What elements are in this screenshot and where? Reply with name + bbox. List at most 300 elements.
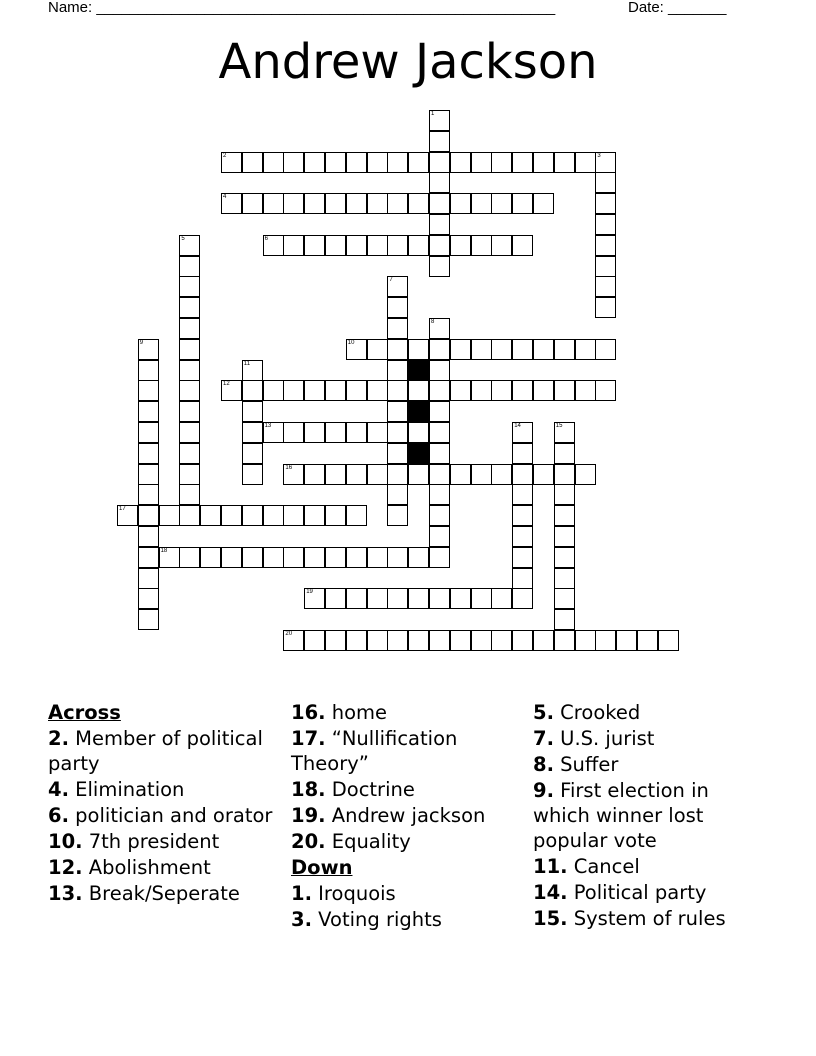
grid-cell[interactable] [263,505,284,526]
grid-cell[interactable] [179,505,200,526]
grid-cell[interactable] [533,630,554,651]
grid-cell[interactable] [367,193,388,214]
grid-cell[interactable] [429,443,450,464]
grid-cell[interactable] [283,235,304,256]
grid-cell[interactable] [346,588,367,609]
clue-number: 8. [533,753,554,776]
grid-cell[interactable] [512,443,533,464]
grid-cell[interactable] [138,547,159,568]
grid-cell[interactable] [159,547,180,568]
clue-number: 7. [533,727,554,750]
grid-cell[interactable] [200,505,221,526]
grid-cell[interactable] [283,152,304,173]
grid-cell[interactable] [179,484,200,505]
grid-cell[interactable] [512,588,533,609]
grid-cell[interactable] [429,360,450,381]
grid-cell[interactable] [429,214,450,235]
date-field-label[interactable]: Date: _______ [628,0,727,16]
grid-cell[interactable] [387,193,408,214]
grid-cell[interactable] [325,464,346,485]
grid-cell[interactable] [429,172,450,193]
clue-number-label: 3 [597,152,601,159]
grid-cell[interactable] [367,339,388,360]
clue-number: 6. [48,804,69,827]
grid-cell[interactable] [408,152,429,173]
grid-cell[interactable] [429,380,450,401]
grid-cell[interactable] [367,630,388,651]
grid-cell[interactable] [533,380,554,401]
grid-cell[interactable] [304,193,325,214]
grid-cell[interactable] [512,505,533,526]
grid-cell[interactable] [325,193,346,214]
grid-cell[interactable] [387,235,408,256]
grid-cell[interactable] [595,339,616,360]
clue-text: U.S. jurist [553,727,655,750]
clue-item [533,752,753,777]
grid-cell[interactable] [242,422,263,443]
clue-number: 9. [533,779,554,802]
grid-cell[interactable] [138,505,159,526]
grid-cell[interactable] [179,401,200,422]
grid-cell[interactable] [242,547,263,568]
grid-cell[interactable] [387,297,408,318]
clue-number-label: 1 [431,111,435,117]
grid-cell[interactable] [533,152,554,173]
grid-cell[interactable] [387,401,408,422]
grid-cell[interactable] [346,380,367,401]
clue-number-label: 2 [223,152,227,159]
grid-cell[interactable] [554,443,575,464]
grid-cell[interactable] [346,505,367,526]
grid-cell[interactable] [346,630,367,651]
grid-cell[interactable] [221,547,242,568]
grid-cell[interactable] [575,630,596,651]
grid-cell[interactable] [263,380,284,401]
grid-cell[interactable] [512,630,533,651]
grid-cell[interactable] [179,318,200,339]
clue-number: 11. [533,855,568,878]
clue-text: Member of political party [48,727,263,775]
grid-cell[interactable] [138,360,159,381]
grid-cell[interactable] [450,588,471,609]
grid-cell[interactable] [304,380,325,401]
grid-cell[interactable] [179,276,200,297]
grid-cell[interactable] [554,630,575,651]
grid-cell[interactable] [450,380,471,401]
clue-item [533,906,753,931]
clue-item [291,829,526,854]
grid-cell[interactable] [283,193,304,214]
grid-cell[interactable] [408,464,429,485]
grid-cell[interactable] [512,380,533,401]
grid-cell[interactable] [554,380,575,401]
clue-text: First election in which winner lost popular vote [533,779,709,852]
clue-number-label: 7 [389,277,393,284]
grid-cell[interactable] [304,505,325,526]
grid-cell[interactable] [491,630,512,651]
grid-cell[interactable] [471,464,492,485]
clue-text: Equality [325,830,411,853]
grid-cell[interactable] [512,568,533,589]
grid-cell[interactable] [387,630,408,651]
grid-cell[interactable] [450,193,471,214]
grid-cell[interactable] [367,547,388,568]
grid-cell[interactable] [387,484,408,505]
grid-cell[interactable] [512,526,533,547]
grid-cell[interactable] [242,360,263,381]
clue-text: System of rules [567,907,726,930]
black-cell [408,401,429,422]
grid-cell[interactable] [283,630,304,651]
grid-cell[interactable] [325,505,346,526]
grid-cell[interactable] [554,152,575,173]
grid-cell[interactable] [471,339,492,360]
grid-cell[interactable] [595,380,616,401]
grid-cell[interactable] [512,547,533,568]
clue-number-label: 18 [160,547,168,554]
clue-text: home [325,701,388,724]
clue-number-label: 10 [347,339,355,346]
clue-text: Cancel [567,855,640,878]
clue-number: 16. [291,701,326,724]
grid-cell[interactable] [471,380,492,401]
grid-cell[interactable] [304,235,325,256]
clue-text: Abolishment [82,856,211,879]
grid-cell[interactable] [595,235,616,256]
grid-cell[interactable] [595,214,616,235]
clue-number: 4. [48,778,69,801]
grid-cell[interactable] [263,422,284,443]
grid-cell[interactable] [575,152,596,173]
clue-number: 5. [533,701,554,724]
grid-cell[interactable] [554,547,575,568]
grid-cell[interactable] [138,401,159,422]
grid-cell[interactable] [429,152,450,173]
grid-cell[interactable] [179,235,200,256]
clue-text: politician and orator [68,804,273,827]
grid-cell[interactable] [367,464,388,485]
clue-text: 7th president [82,830,220,853]
grid-cell[interactable] [512,464,533,485]
grid-cell[interactable] [616,630,637,651]
grid-cell[interactable] [304,547,325,568]
grid-cell[interactable] [429,526,450,547]
clue-number-label: 16 [285,464,293,471]
grid-cell[interactable] [283,380,304,401]
grid-cell[interactable] [179,360,200,381]
grid-cell[interactable] [117,505,138,526]
grid-cell[interactable] [346,152,367,173]
clue-number-label: 19 [306,589,313,596]
grid-cell[interactable] [512,339,533,360]
grid-cell[interactable] [429,339,450,360]
grid-cell[interactable] [346,547,367,568]
grid-cell[interactable] [429,464,450,485]
grid-cell[interactable] [179,380,200,401]
clue-number-label: 4 [223,194,227,201]
grid-cell[interactable] [575,464,596,485]
grid-cell[interactable] [429,505,450,526]
grid-cell[interactable] [159,505,180,526]
grid-cell[interactable] [325,152,346,173]
grid-cell[interactable] [491,152,512,173]
grid-cell[interactable] [408,422,429,443]
grid-cell[interactable] [450,152,471,173]
clue-item [291,700,526,725]
grid-cell[interactable] [450,339,471,360]
grid-cell[interactable] [200,547,221,568]
grid-cell[interactable] [429,547,450,568]
grid-cell[interactable] [387,360,408,381]
clue-number-label: 9 [139,339,144,346]
grid-cell[interactable] [367,152,388,173]
grid-cell[interactable] [429,484,450,505]
grid-cell[interactable] [387,318,408,339]
grid-cell[interactable] [491,193,512,214]
grid-cell[interactable] [471,193,492,214]
grid-cell[interactable] [450,630,471,651]
clue-number-label: 8 [431,319,435,325]
grid-cell[interactable] [242,152,263,173]
grid-cell[interactable] [387,443,408,464]
grid-cell[interactable] [304,422,325,443]
grid-cell[interactable] [512,422,533,443]
grid-cell[interactable] [325,630,346,651]
grid-cell[interactable] [408,193,429,214]
grid-cell[interactable] [325,380,346,401]
grid-cell[interactable] [179,443,200,464]
grid-cell[interactable] [221,152,242,173]
grid-cell[interactable] [575,380,596,401]
grid-cell[interactable] [429,318,450,339]
grid-cell[interactable] [595,256,616,277]
clue-text: Voting rights [311,908,442,931]
clue-number: 10. [48,830,83,853]
grid-cell[interactable] [471,588,492,609]
grid-cell[interactable] [533,339,554,360]
clue-number: 2. [48,727,69,750]
grid-cell[interactable] [346,422,367,443]
grid-cell[interactable] [387,464,408,485]
page-title: Andrew Jackson [218,34,598,90]
grid-cell[interactable] [325,422,346,443]
grid-cell[interactable] [367,380,388,401]
grid-cell[interactable] [471,152,492,173]
clue-text: Doctrine [325,778,415,801]
clue-number: 3. [291,908,312,931]
grid-cell[interactable] [346,339,367,360]
grid-cell[interactable] [554,609,575,630]
grid-cell[interactable] [554,526,575,547]
grid-cell[interactable] [408,235,429,256]
grid-cell[interactable] [138,568,159,589]
grid-cell[interactable] [325,547,346,568]
grid-cell[interactable] [554,339,575,360]
grid-cell[interactable] [408,630,429,651]
grid-cell[interactable] [179,297,200,318]
grid-cell[interactable] [450,464,471,485]
grid-cell[interactable] [242,505,263,526]
grid-cell[interactable] [491,464,512,485]
clue-number-label: 12 [223,381,230,388]
grid-cell[interactable] [346,193,367,214]
grid-cell[interactable] [429,131,450,152]
grid-cell[interactable] [387,505,408,526]
grid-cell[interactable] [304,630,325,651]
grid-cell[interactable] [367,422,388,443]
grid-cell[interactable] [242,464,263,485]
clues-column-3 [533,700,753,932]
clue-text: Iroquois [311,882,396,905]
grid-cell[interactable] [429,193,450,214]
clue-number-label: 15 [555,423,563,429]
clue-number: 17. [291,727,326,750]
grid-cell[interactable] [242,443,263,464]
grid-cell[interactable] [242,401,263,422]
grid-cell[interactable] [471,235,492,256]
clue-item [533,726,753,751]
grid-cell[interactable] [138,588,159,609]
grid-cell[interactable] [179,256,200,277]
grid-cell[interactable] [138,464,159,485]
clue-text: Andrew jackson [325,804,486,827]
grid-cell[interactable] [304,152,325,173]
name-field-label[interactable]: Name: _______________________________________________________ [48,0,556,16]
clue-number-label: 14 [514,423,521,429]
grid-cell[interactable] [554,568,575,589]
grid-cell[interactable] [221,380,242,401]
grid-cell[interactable] [595,172,616,193]
grid-cell[interactable] [325,588,346,609]
grid-cell[interactable] [263,235,284,256]
grid-cell[interactable] [408,588,429,609]
grid-cell[interactable] [491,380,512,401]
clue-number: 1. [291,882,312,905]
grid-cell[interactable] [221,505,242,526]
clue-item [291,881,526,906]
clue-number-label: 20 [285,631,293,637]
grid-cell[interactable] [429,235,450,256]
grid-cell[interactable] [450,235,471,256]
grid-cell[interactable] [575,339,596,360]
grid-cell[interactable] [533,193,554,214]
grid-cell[interactable] [138,443,159,464]
grid-cell[interactable] [138,380,159,401]
grid-cell[interactable] [367,235,388,256]
grid-cell[interactable] [387,422,408,443]
clue-text: Elimination [68,778,185,801]
grid-cell[interactable] [429,422,450,443]
grid-cell[interactable] [408,339,429,360]
grid-cell[interactable] [242,380,263,401]
grid-cell[interactable] [179,464,200,485]
grid-cell[interactable] [554,588,575,609]
grid-cell[interactable] [138,526,159,547]
grid-cell[interactable] [263,193,284,214]
grid-cell[interactable] [138,422,159,443]
grid-cell[interactable] [429,401,450,422]
clues-column-1 [48,700,278,907]
grid-cell[interactable] [283,464,304,485]
grid-cell[interactable] [595,276,616,297]
grid-cell[interactable] [595,193,616,214]
grid-cell[interactable] [304,464,325,485]
grid-cell[interactable] [491,235,512,256]
grid-cell[interactable] [283,505,304,526]
clue-item [48,777,278,802]
across-heading: Across [48,701,121,724]
grid-cell[interactable] [179,422,200,443]
grid-cell[interactable] [387,547,408,568]
grid-cell[interactable] [554,505,575,526]
grid-cell[interactable] [595,630,616,651]
grid-cell[interactable] [387,276,408,297]
grid-cell[interactable] [387,152,408,173]
grid-cell[interactable] [221,193,242,214]
clue-item [291,726,526,776]
grid-cell[interactable] [595,297,616,318]
grid-cell[interactable] [408,547,429,568]
grid-cell[interactable] [429,110,450,131]
clue-item [533,854,753,879]
grid-cell[interactable] [346,464,367,485]
grid-cell[interactable] [138,339,159,360]
clue-number: 15. [533,907,568,930]
grid-cell[interactable] [346,235,367,256]
grid-cell[interactable] [304,588,325,609]
grid-cell[interactable] [595,152,616,173]
grid-cell[interactable] [387,588,408,609]
grid-cell[interactable] [387,380,408,401]
grid-cell[interactable] [512,484,533,505]
grid-cell[interactable] [554,484,575,505]
grid-cell[interactable] [263,547,284,568]
grid-cell[interactable] [429,256,450,277]
grid-cell[interactable] [283,422,304,443]
grid-cell[interactable] [512,235,533,256]
grid-cell[interactable] [658,630,679,651]
grid-cell[interactable] [179,339,200,360]
grid-cell[interactable] [637,630,658,651]
grid-cell[interactable] [242,193,263,214]
grid-cell[interactable] [512,193,533,214]
grid-cell[interactable] [471,630,492,651]
grid-cell[interactable] [283,547,304,568]
grid-cell[interactable] [491,588,512,609]
black-cell [408,360,429,381]
grid-cell[interactable] [491,339,512,360]
clue-number-label: 17 [119,506,126,513]
clue-item [48,829,278,854]
grid-cell[interactable] [179,547,200,568]
grid-cell[interactable] [138,609,159,630]
grid-cell[interactable] [138,484,159,505]
clue-item [291,907,526,932]
grid-cell[interactable] [325,235,346,256]
clue-item [48,803,278,828]
grid-cell[interactable] [554,464,575,485]
grid-cell[interactable] [429,588,450,609]
grid-cell[interactable] [512,152,533,173]
grid-cell[interactable] [429,630,450,651]
grid-cell[interactable] [554,422,575,443]
grid-cell[interactable] [387,339,408,360]
grid-cell[interactable] [367,588,388,609]
grid-cell[interactable] [263,152,284,173]
clue-number-label: 13 [264,423,272,429]
grid-cell[interactable] [408,380,429,401]
grid-cell[interactable] [533,464,554,485]
